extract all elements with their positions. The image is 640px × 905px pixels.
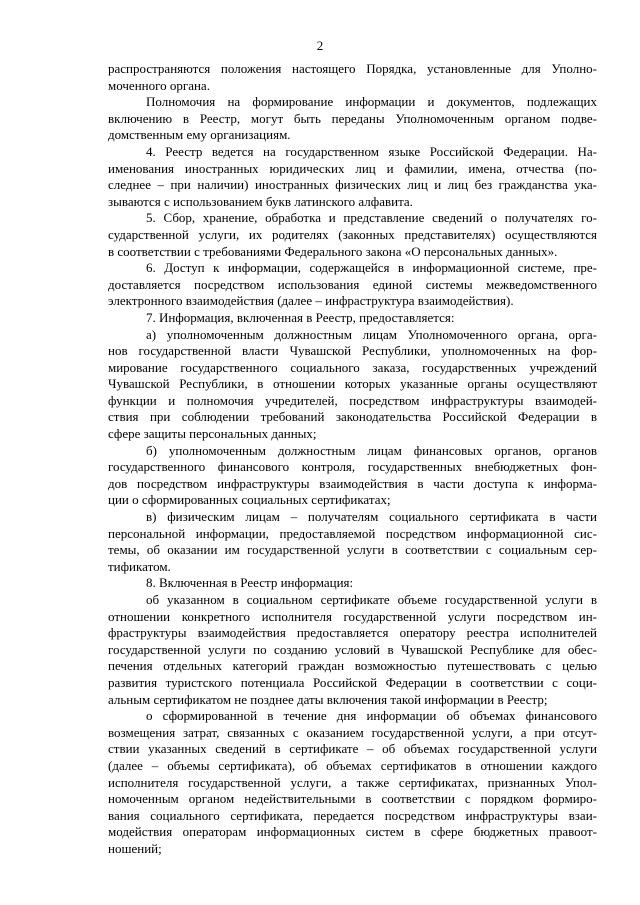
paragraph [108, 509, 597, 575]
paragraph [108, 94, 597, 144]
text-line: 6. Доступ к информации, содержащейся в информационной системе, пре- [146, 260, 597, 276]
text-line: моченного органа. [108, 77, 210, 93]
text-line: 8. Включенная в Реестр информация: [146, 575, 354, 591]
text-line: функции и полномочия учредителей, посредством инфраструктуры взаимодей- [108, 392, 597, 408]
text-line: (далее – объемы сертификата), об объемах сертификатов в отношении каждого [108, 757, 597, 773]
paragraph [108, 575, 597, 592]
paragraph [108, 260, 597, 310]
text-line: электронного взаимодействия (далее – инфраструктура взаимодействия). [108, 293, 514, 309]
paragraph [108, 310, 597, 327]
paragraph [108, 708, 597, 857]
text-line: в) физическим лицам – получателям социального сертификата в части [146, 509, 597, 525]
text-line: номоченным органом недействительными в соответствии с порядком формиро- [108, 791, 597, 807]
text-line: тификатом. [108, 558, 171, 574]
text-line: нов государственной власти Чувашской Республики, уполномоченных на фор- [108, 343, 597, 359]
document-body [108, 61, 597, 858]
text-line: о сформированной в течение дня информации об объемах финансового [146, 708, 597, 724]
paragraph [108, 61, 597, 94]
text-line: ствии указанных сведений в сертификате – об объемах государственной услуги [108, 741, 597, 757]
text-line: государственной услуги по созданию условий в Чувашской Республике для обес- [108, 641, 597, 657]
paragraph [108, 210, 597, 260]
text-line: сфере защиты персональных данных; [108, 426, 317, 442]
text-line: домственным ему организациям. [108, 127, 291, 143]
text-line: именования иностранных юридических лиц и фамилии, имена, отчества (по- [108, 160, 597, 176]
text-line: а) уполномоченным должностным лицам Уполномоченного органа, орга- [146, 326, 597, 342]
text-line: включению в Реестр, могут быть переданы Уполномоченным органом подве- [108, 110, 597, 126]
text-line: об указанном в социальном сертификате объеме государственной услуги в [146, 592, 597, 607]
paragraph [108, 327, 597, 443]
text-line: печения отдельных категорий граждан возможностью путешествовать с целью [108, 658, 597, 674]
text-line: следнее – при наличии) иностранных физических лиц и лиц без гражданства ука- [108, 177, 597, 193]
text-line: мирование государственного социального заказа, государственных учреждений [108, 359, 597, 375]
text-line: доставляется посредством использования единой системы межведомственного [108, 276, 597, 292]
text-line: в соответствии с требованиями Федерального закона «О персональных данных». [108, 243, 558, 259]
text-line: исполнителя государственной услуги, а также сертификатах, признанных Упол- [108, 774, 597, 790]
text-line: возмещения затрат, связанных с оказанием государственной услуги, а при отсут- [108, 724, 597, 740]
text-line: 4. Реестр ведется на государственном языке Российской Федерации. На- [146, 143, 597, 159]
text-line: распространяются положения настоящего Порядка, установленные для Уполно- [108, 61, 597, 76]
text-line: б) уполномоченным должностным лицам финансовых органов, органов [146, 442, 597, 458]
text-line: Полномочия на формирование информации и документов, подлежащих [146, 94, 597, 110]
text-line: вания социального сертификата, передается посредством инфраструктуры взаи- [108, 807, 597, 823]
text-line: ношений; [108, 840, 162, 856]
paragraph [108, 144, 597, 210]
text-line: 5. Сбор, хранение, обработка и представление сведений о получателях го- [146, 210, 597, 226]
text-line: 7. Информация, включенная в Реестр, предоставляется: [146, 309, 455, 325]
paragraph [108, 592, 597, 708]
text-line: сударственной услуги, их родителях (законных представителях) осуществляются [108, 226, 597, 242]
text-line: Чувашской Республики, в отношении которых указанные органы осуществляют [108, 376, 597, 392]
text-line: персональной информации, предоставляемой посредством информационной сис- [108, 525, 597, 541]
text-line: ствия при соблюдении требований законодательства Российской Федерации в [108, 409, 597, 425]
page-number: 2 [316, 38, 324, 53]
text-line: альным сертификатом не позднее даты включения такой информации в Реестр; [108, 691, 548, 707]
text-line: фраструктуры взаимодействия предоставляется оператору реестра исполнителей [108, 625, 597, 641]
text-line: модействия операторам информационных систем в сфере бюджетных правоот- [108, 824, 597, 840]
paragraph [108, 443, 597, 509]
text-line: отношении конкретного исполнителя государственной услуги посредством ин- [108, 608, 597, 624]
text-line: зываются с использованием букв латинского алфавита. [108, 193, 413, 209]
text-line: дов посредством инфраструктуры взаимодействия в части доступа к информа- [108, 475, 597, 491]
text-line: государственного финансового контроля, государственных внебюджетных фон- [108, 459, 597, 475]
text-line: ции о сформированных социальных сертификатах; [108, 492, 391, 508]
text-line: темы, об оказании им государственной услуги в соответствии с социальным сер- [108, 542, 597, 558]
text-line: развития туристского потенциала Российской Федерации в соответствии с соци- [108, 674, 597, 690]
